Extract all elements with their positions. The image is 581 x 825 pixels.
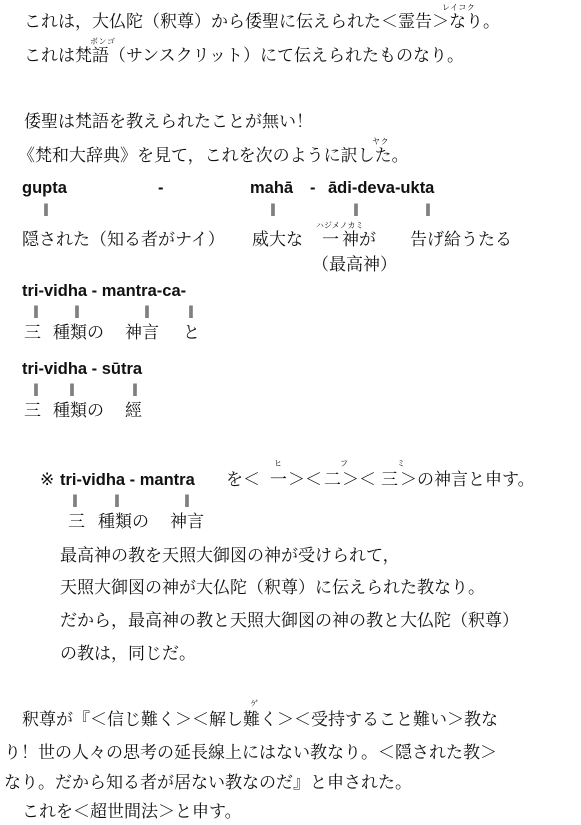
note-sep-2: ＞＜ bbox=[342, 470, 376, 490]
note-meaning-kinds: 種類の bbox=[98, 512, 149, 532]
gloss3-meaning-kinds: 種類の bbox=[53, 401, 104, 421]
gloss1-sub-supreme-god: （最高神） bbox=[312, 255, 397, 275]
gloss1-equal-mark-2: ‖ bbox=[270, 202, 275, 216]
note-body-line-4: の教は，同じだ。 bbox=[60, 644, 196, 664]
gloss2-meaning-and: と bbox=[183, 323, 200, 343]
paragraph2-line2: 《梵和大辞典》を見て，これを次のように訳した。 bbox=[18, 146, 409, 166]
gloss2-equal-mark-2: ‖ bbox=[74, 304, 79, 318]
gloss3-meaning-sutra: 經 bbox=[125, 401, 142, 421]
gloss2-phrase: tri-vidha - mantra-ca- bbox=[22, 282, 187, 300]
note-mark: ※ bbox=[40, 470, 55, 490]
gloss2-meaning-divine-words: 神言 bbox=[125, 323, 159, 343]
gloss1-meaning-spoke: 告げ給うたる bbox=[410, 230, 512, 250]
gloss1-meaning-one: 一 bbox=[322, 230, 339, 250]
gloss2-equal-mark-4: ‖ bbox=[188, 304, 193, 318]
gloss1-dash-2: - bbox=[310, 179, 316, 197]
note-kanji-three: 三 bbox=[381, 470, 398, 490]
gloss3-equal-mark-3: ‖ bbox=[132, 382, 137, 396]
closing-line-3: なり。だから知る者が居ない教なのだ』と申された。 bbox=[4, 773, 412, 793]
note-body-line-2: 天照大御図の神が大仏陀（釈尊）に伝えられた教なり。 bbox=[60, 578, 485, 598]
gloss1-meaning-hidden: 隠された（知る者がナイ） bbox=[22, 230, 225, 250]
gloss1-equal-mark-3: ‖ bbox=[353, 202, 358, 216]
note-equal-mark-1: ‖ bbox=[72, 493, 77, 507]
gloss1-word-adi-deva-ukta: ādi-deva-ukta bbox=[328, 179, 435, 197]
ruby-yaku: ヤク bbox=[372, 137, 389, 146]
gloss1-meaning-god: 神が bbox=[342, 230, 376, 250]
gloss1-meaning-great: 威大な bbox=[252, 230, 303, 250]
ruby-hi: ヒ bbox=[274, 459, 283, 468]
note-body-line-1: 最高神の教を天照大御図の神が受けられて， bbox=[60, 546, 400, 566]
gloss3-equal-mark-1: ‖ bbox=[33, 382, 38, 396]
ruby-hajimenokami: ハジメノカミ bbox=[316, 221, 364, 230]
note-kanji-two: 二 bbox=[324, 470, 341, 490]
note-kanji-one: 一 bbox=[270, 470, 287, 490]
gloss2-equal-mark-1: ‖ bbox=[33, 304, 38, 318]
note-phrase: tri-vidha - mantra bbox=[60, 471, 195, 489]
ruby-reikoku: レイコク bbox=[442, 3, 476, 12]
ruby-mi: ミ bbox=[397, 459, 406, 468]
note-meaning-three: 三 bbox=[68, 512, 85, 532]
paragraph1-line2: これは梵語（サンスクリット）にて伝えられたものなり。 bbox=[24, 46, 464, 66]
closing-line-1: 釈尊が『＜信じ難く＞＜解し難く＞＜受持すること難い＞教な bbox=[22, 710, 498, 730]
gloss3-meaning-three: 三 bbox=[24, 401, 41, 421]
gloss1-word-gupta: gupta bbox=[22, 179, 67, 197]
note-equal-mark-2: ‖ bbox=[114, 493, 119, 507]
ruby-ge: ゲ bbox=[250, 699, 259, 708]
gloss1-equal-mark-4: ‖ bbox=[425, 202, 430, 216]
note-text-b: ＞の神言と申す。 bbox=[400, 470, 535, 490]
ruby-bongo: ボンゴ bbox=[90, 37, 116, 46]
note-equal-mark-3: ‖ bbox=[184, 493, 189, 507]
note-body-line-3: だから，最高神の教と天照大御図の神の教と大仏陀（釈尊） bbox=[60, 611, 519, 631]
note-sep-1: ＞＜ bbox=[288, 470, 322, 490]
gloss3-phrase: tri-vidha - sūtra bbox=[22, 360, 143, 378]
ruby-fu: フ bbox=[340, 459, 349, 468]
gloss1-dash-1: - bbox=[158, 179, 164, 197]
gloss1-word-maha: mahā bbox=[250, 179, 294, 197]
gloss3-equal-mark-2: ‖ bbox=[69, 382, 74, 396]
note-meaning-divine-words: 神言 bbox=[170, 512, 204, 532]
gloss2-meaning-kinds: 種類の bbox=[53, 323, 104, 343]
paragraph2-line1: 倭聖は梵語を教えられたことが無い！ bbox=[24, 112, 313, 132]
gloss2-equal-mark-3: ‖ bbox=[144, 304, 149, 318]
gloss2-meaning-three: 三 bbox=[24, 323, 41, 343]
closing-line-2: り！世の人々の思考の延長線上にはない教なり。＜隠された教＞ bbox=[4, 743, 497, 763]
paragraph1-line1: これは，大仏陀（釈尊）から倭聖に伝えられた＜霊告＞なり。 bbox=[24, 12, 500, 32]
gloss1-equal-mark-1: ‖ bbox=[43, 202, 48, 216]
closing-line-4: これを＜超世間法＞と申す。 bbox=[22, 802, 242, 822]
note-text-a: を＜ bbox=[226, 470, 260, 490]
